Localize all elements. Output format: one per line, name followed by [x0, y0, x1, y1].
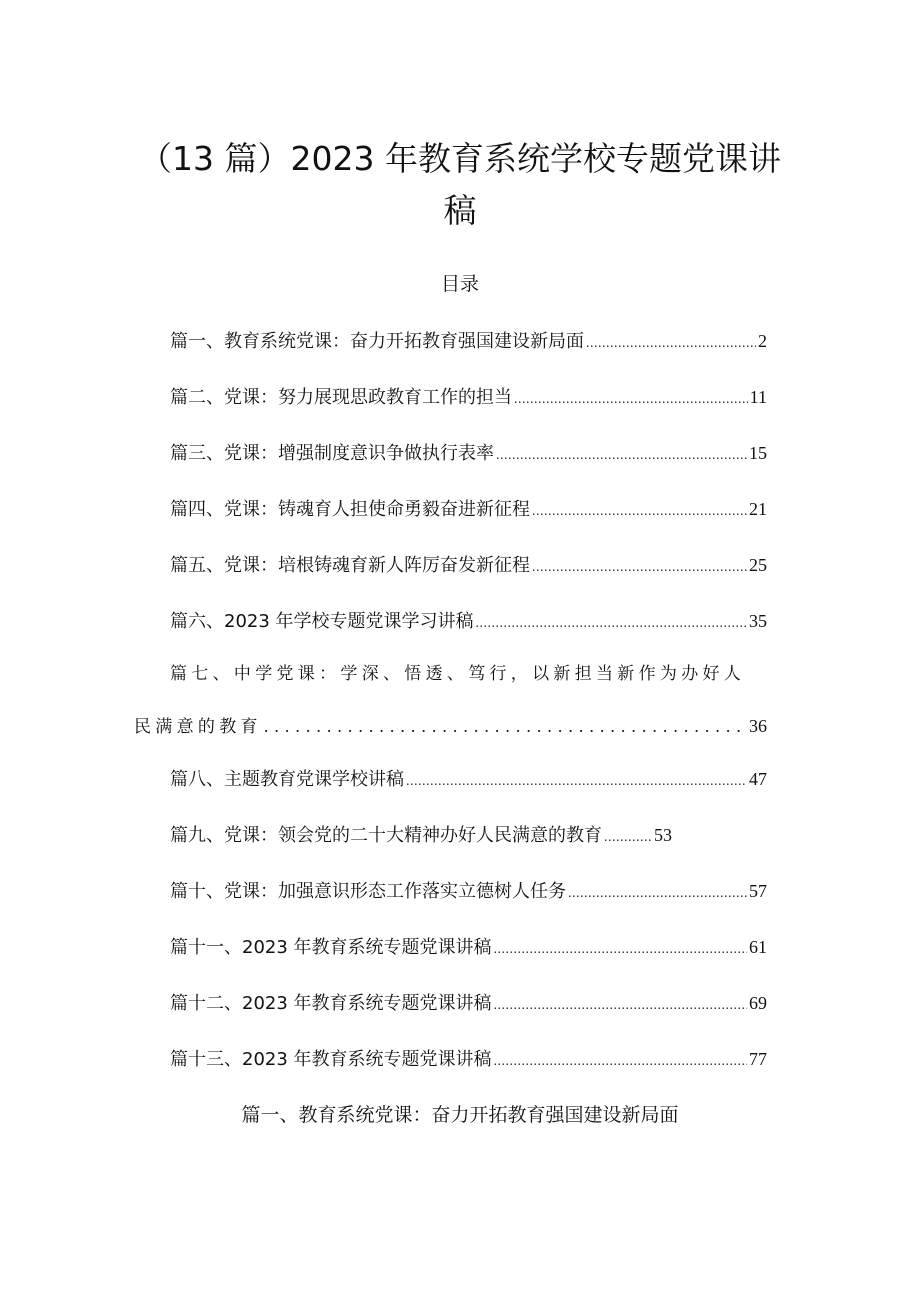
toc-page-number: 69: [749, 993, 767, 1013]
toc-entry-4[interactable]: [170, 495, 767, 523]
toc-entry-5[interactable]: [170, 551, 767, 579]
toc-entry-6[interactable]: [170, 607, 767, 635]
toc-entry-label: 篇十二、2023 年教育系统专题党课讲稿: [170, 993, 492, 1014]
toc-entry-label: 篇十、党课：加强意识形态工作落实立德树人任务: [170, 881, 566, 902]
document-title-line-1: （13 篇）2023 年教育系统学校专题党课讲: [139, 139, 781, 178]
toc-dot-leader: [532, 554, 747, 582]
toc-entry-9[interactable]: [170, 821, 715, 849]
toc-entry-8[interactable]: [170, 765, 767, 793]
toc-page-number: 2: [758, 331, 767, 351]
toc-dot-leader: [494, 1048, 747, 1076]
toc-dot-leader: [586, 330, 756, 358]
toc-dot-leader: [476, 610, 747, 638]
toc-dot-leader: [264, 712, 747, 740]
toc-page-number: 15: [749, 443, 767, 463]
toc-dot-leader: [532, 498, 747, 526]
toc-dot-leader: [568, 880, 747, 908]
document-title-line-2: 稿: [443, 191, 477, 230]
toc-entry-12[interactable]: [170, 989, 767, 1017]
toc-entry-3[interactable]: [170, 439, 767, 467]
toc-entry-label: 篇九、党课：领会党的二十大精神办好人民满意的教育: [170, 825, 602, 846]
toc-page-number: 57: [749, 881, 767, 901]
toc-entry-label: 篇四、党课：铸魂育人担使命勇毅奋进新征程: [170, 499, 530, 520]
toc-dot-leader: [494, 936, 747, 964]
toc-entry-label: 篇八、主题教育党课学校讲稿: [170, 769, 404, 790]
toc-page-number: 25: [749, 555, 767, 575]
toc-dot-leader: [494, 992, 747, 1020]
toc-entry-label: 篇五、党课：培根铸魂育新人阵厉奋发新征程: [170, 555, 530, 576]
toc-entry-1[interactable]: [170, 327, 767, 355]
toc-page-number: 77: [749, 1049, 767, 1069]
toc-dot-leader: [496, 442, 747, 470]
toc-dot-leader: [406, 768, 747, 796]
toc-page-number: 47: [749, 769, 767, 789]
toc-entry-13[interactable]: [170, 1045, 767, 1073]
toc-entry-10[interactable]: [170, 877, 767, 905]
toc-heading: 目录: [440, 273, 479, 295]
toc-entry-label: 民满意的教育: [134, 717, 262, 737]
toc-entry-2[interactable]: [170, 383, 767, 411]
toc-page-number: 36: [749, 716, 767, 736]
toc-entry-label: 篇十三、2023 年教育系统专题党课讲稿: [170, 1049, 492, 1070]
toc-dot-leader: [604, 824, 652, 852]
toc-page-number: 53: [654, 825, 672, 845]
toc-entry-7-line-1[interactable]: 篇七、中学党课：学深、悟透、笃行，以新担当新作为办好人: [170, 664, 746, 684]
toc-entry-label: 篇六、2023 年学校专题党课学习讲稿: [170, 611, 474, 632]
toc-entry-label: 篇一、教育系统党课：奋力开拓教育强国建设新局面: [170, 331, 584, 352]
toc-entry-7[interactable]: [134, 712, 767, 740]
toc-page-number: 61: [749, 937, 767, 957]
toc-page-number: 35: [749, 611, 767, 631]
section-heading: 篇一、教育系统党课：奋力开拓教育强国建设新局面: [241, 1104, 679, 1126]
toc-entry-label: 篇二、党课：努力展现思政教育工作的担当: [170, 387, 512, 408]
toc-page-number: 11: [749, 387, 767, 407]
toc-page-number: 21: [749, 499, 767, 519]
toc-entry-label: 篇十一、2023 年教育系统专题党课讲稿: [170, 937, 492, 958]
toc-dot-leader: [514, 386, 748, 414]
toc-entry-label: 篇三、党课：增强制度意识争做执行表率: [170, 443, 494, 464]
toc-entry-11[interactable]: [170, 933, 767, 961]
